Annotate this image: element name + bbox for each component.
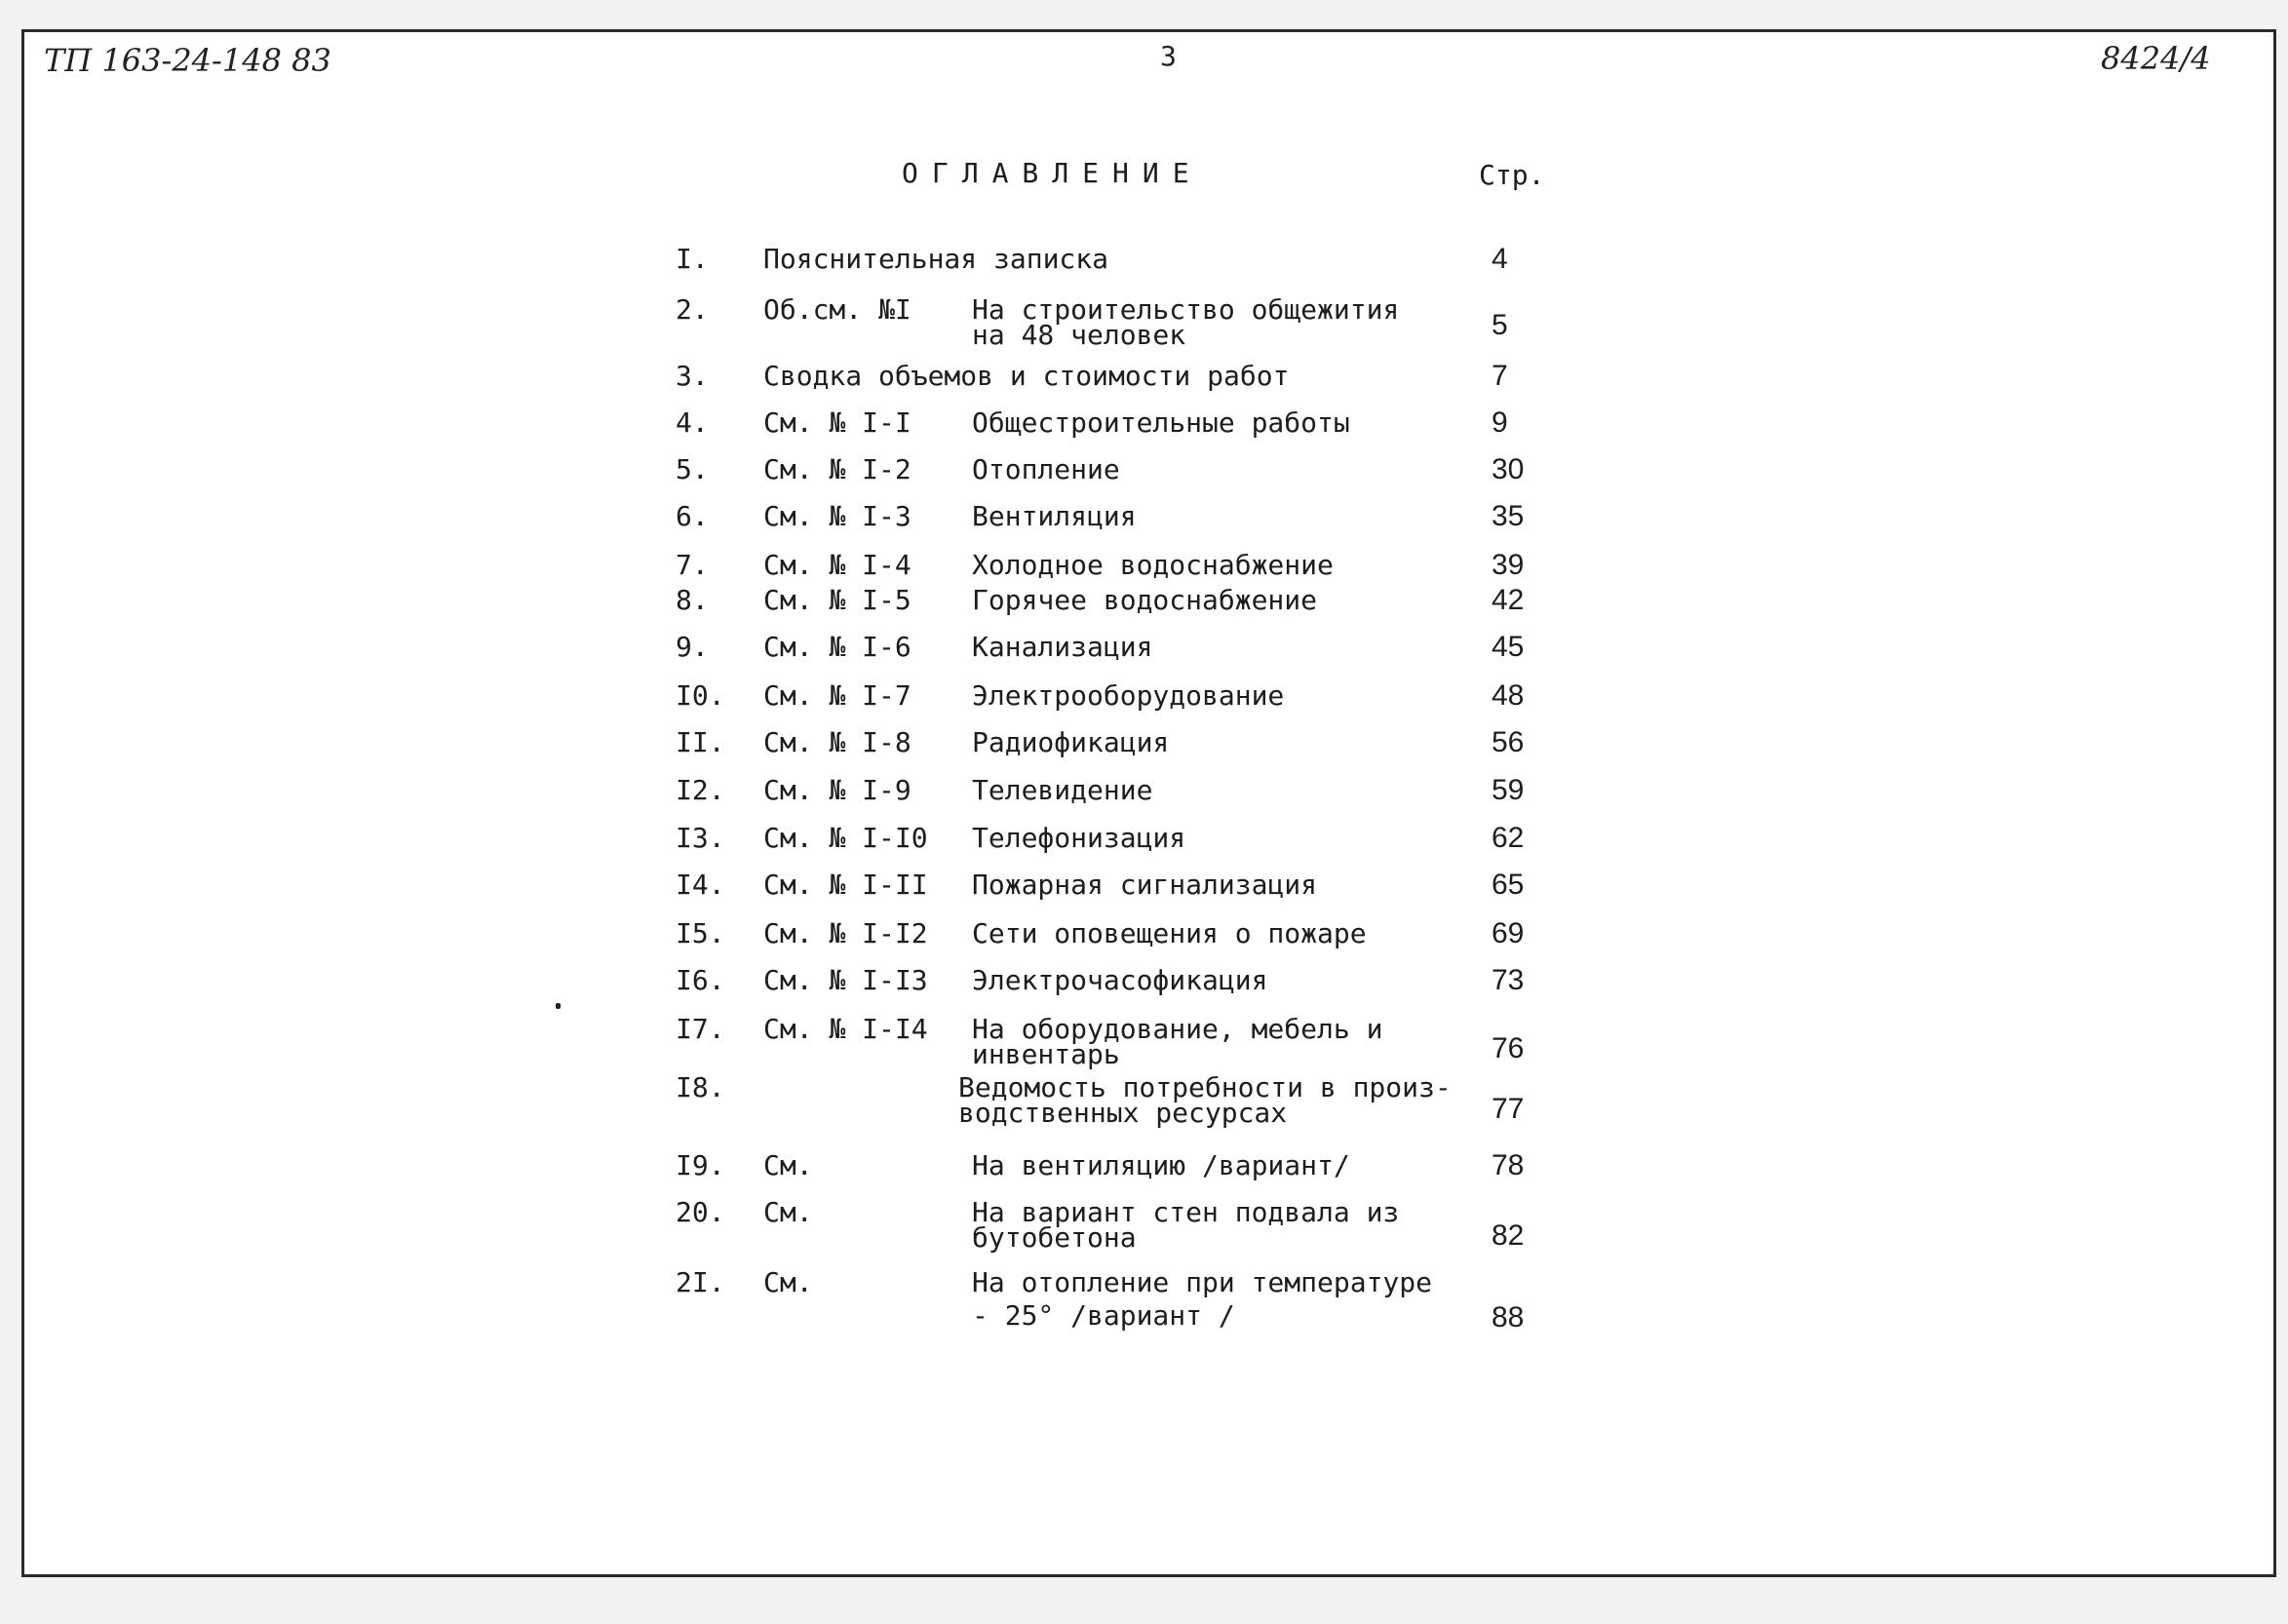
toc-entry-title <box>972 1266 1440 1332</box>
toc-entry-page: 78 <box>1492 1149 1525 1181</box>
toc-entry-title <box>972 1149 1440 1181</box>
toc-entry-page: 77 <box>1492 1093 1525 1125</box>
toc-entry-title-line: инвентарь <box>972 1038 1120 1070</box>
toc-entry-number: 2. <box>676 293 709 326</box>
toc-entry-title <box>972 774 1440 806</box>
toc-entry-number: 4. <box>676 406 709 439</box>
toc-entry-title <box>763 243 1446 275</box>
toc-entry-page: 39 <box>1492 549 1525 581</box>
toc-entry-title-line: На оборудование, мебель и <box>972 1013 1383 1045</box>
toc-entry-title-line: Горячее водоснабжение <box>972 584 1318 616</box>
toc-entry-estimate-code: См. № I-3 <box>763 500 911 532</box>
toc-entry-title <box>972 1196 1440 1254</box>
toc-entry-title-line: Телевидение <box>972 774 1153 806</box>
toc-title: ОГЛАВЛЕНИЕ <box>902 157 1203 189</box>
toc-entry-title-line: Электрооборудование <box>972 679 1285 712</box>
toc-entry-title-line: Ведомость потребности в произ- <box>958 1071 1452 1103</box>
toc-entry-title <box>972 584 1440 616</box>
toc-entry-number: 6. <box>676 500 709 532</box>
toc-entry-number: I7. <box>676 1013 725 1045</box>
toc-entry-page: 59 <box>1492 774 1525 806</box>
toc-entry-page: 45 <box>1492 631 1525 663</box>
toc-entry-title <box>972 964 1440 996</box>
document-code: ТП 163-24-148 83 <box>44 42 331 79</box>
toc-entry-title <box>972 869 1440 901</box>
toc-entry-title <box>972 1013 1440 1070</box>
toc-entry-estimate-code: См. № I-4 <box>763 549 911 581</box>
toc-entry-page: 56 <box>1492 726 1525 758</box>
toc-entry-number: II. <box>676 726 725 758</box>
toc-entry-title <box>972 549 1440 581</box>
toc-entry-estimate-code: Об.см. №I <box>763 293 911 326</box>
toc-entry-title-line: Электрочасофикация <box>972 964 1268 996</box>
toc-entry-title-line: На вариант стен подвала из <box>972 1196 1400 1228</box>
toc-entry-estimate-code: См. <box>763 1266 813 1298</box>
toc-entry-number: I. <box>676 243 709 275</box>
toc-entry-estimate-code: См. № I-5 <box>763 584 911 616</box>
toc-entry-title <box>972 726 1440 758</box>
toc-entry-title-line: бутобетона <box>972 1221 1137 1254</box>
toc-entry-title-line: Общестроительные работы <box>972 406 1350 439</box>
toc-entry-number: 8. <box>676 584 709 616</box>
toc-entry-title <box>972 500 1440 532</box>
page-number: 3 <box>1160 40 1177 72</box>
toc-entry-number: I5. <box>676 917 725 949</box>
toc-entry-estimate-code: См. № I-8 <box>763 726 911 758</box>
toc-entry-number: 9. <box>676 631 709 663</box>
toc-entry-number: I4. <box>676 869 725 901</box>
toc-entry-title-line: Пояснительная записка <box>763 243 1109 275</box>
toc-entry-title <box>958 1071 1452 1129</box>
toc-entry-number: I9. <box>676 1149 725 1181</box>
toc-entry-title-line: На вентиляцию /вариант/ <box>972 1149 1350 1181</box>
toc-entry-page: 4 <box>1492 243 1508 275</box>
toc-entry-estimate-code: См. № I-I <box>763 406 911 439</box>
toc-entry-estimate-code: См. № I-I0 <box>763 822 928 854</box>
toc-entry-page: 42 <box>1492 584 1525 616</box>
toc-entry-title-line: водственных ресурсах <box>958 1097 1288 1129</box>
toc-entry-estimate-code: См. № I-II <box>763 869 928 901</box>
toc-entry-title-line: Сети оповещения о пожаре <box>972 917 1367 949</box>
toc-entry-page: 9 <box>1492 406 1508 439</box>
toc-entry-page: 30 <box>1492 453 1525 485</box>
toc-entry-title <box>972 917 1440 949</box>
toc-entry-title-line: Холодное водоснабжение <box>972 549 1334 581</box>
toc-entry-page: 76 <box>1492 1032 1525 1064</box>
toc-entry-number: I6. <box>676 964 725 996</box>
toc-entry-page: 88 <box>1492 1301 1525 1334</box>
toc-entry-estimate-code: См. № I-6 <box>763 631 911 663</box>
toc-entry-number: 5. <box>676 453 709 485</box>
toc-entry-title <box>972 453 1440 485</box>
speck-mark <box>556 1003 561 1009</box>
toc-entry-title-line: На строительство общежития <box>972 293 1400 326</box>
toc-entry-estimate-code: См. № I-I3 <box>763 964 928 996</box>
toc-entry-page: 7 <box>1492 360 1508 392</box>
toc-entry-title <box>972 822 1440 854</box>
toc-entry-page: 82 <box>1492 1219 1525 1252</box>
toc-entry-number: I3. <box>676 822 725 854</box>
toc-entry-page: 48 <box>1492 679 1525 712</box>
toc-entry-title-line: На отопление при температуре <box>972 1266 1433 1298</box>
toc-entry-estimate-code: См. № I-I4 <box>763 1013 928 1045</box>
toc-entry-title <box>972 406 1440 439</box>
toc-entry-title-line: Радиофикация <box>972 726 1170 758</box>
toc-entry-number: 3. <box>676 360 709 392</box>
toc-entry-estimate-code: См. № I-2 <box>763 453 911 485</box>
toc-entry-estimate-code: См. № I-7 <box>763 679 911 712</box>
toc-entry-estimate-code: См. <box>763 1149 813 1181</box>
toc-entry-title <box>763 360 1446 392</box>
toc-entry-title-line: Отопление <box>972 453 1120 485</box>
toc-entry-title-line: Канализация <box>972 631 1153 663</box>
toc-entry-title-line: Вентиляция <box>972 500 1137 532</box>
toc-entry-number: I2. <box>676 774 725 806</box>
toc-entry-number: 20. <box>676 1196 725 1228</box>
toc-entry-page: 65 <box>1492 869 1525 901</box>
document-sheet <box>21 29 2276 1577</box>
toc-entry-page: 5 <box>1492 309 1508 341</box>
toc-entry-number: 7. <box>676 549 709 581</box>
pages-column-header: Стр. <box>1479 159 1545 191</box>
toc-entry-title-line: - 25° /вариант / <box>972 1299 1235 1332</box>
toc-entry-number: I0. <box>676 679 725 712</box>
toc-entry-title <box>972 679 1440 712</box>
toc-entry-title-line: на 48 человек <box>972 319 1186 351</box>
toc-entry-title <box>972 293 1440 351</box>
toc-entry-title-line: Пожарная сигнализация <box>972 869 1318 901</box>
toc-entry-title <box>972 631 1440 663</box>
toc-entry-number: 2I. <box>676 1266 725 1298</box>
toc-entry-estimate-code: См. № I-9 <box>763 774 911 806</box>
toc-entry-page: 35 <box>1492 500 1525 532</box>
toc-entry-page: 73 <box>1492 964 1525 996</box>
toc-entry-estimate-code: См. <box>763 1196 813 1228</box>
toc-entry-number: I8. <box>676 1071 725 1103</box>
toc-entry-page: 69 <box>1492 917 1525 949</box>
toc-entry-estimate-code: См. № I-I2 <box>763 917 928 949</box>
toc-entry-title-line: Сводка объемов и стоимости работ <box>763 360 1290 392</box>
sheet-code: 8424/4 <box>2101 40 2211 77</box>
toc-entry-page: 62 <box>1492 822 1525 854</box>
toc-entry-title-line: Телефонизация <box>972 822 1186 854</box>
